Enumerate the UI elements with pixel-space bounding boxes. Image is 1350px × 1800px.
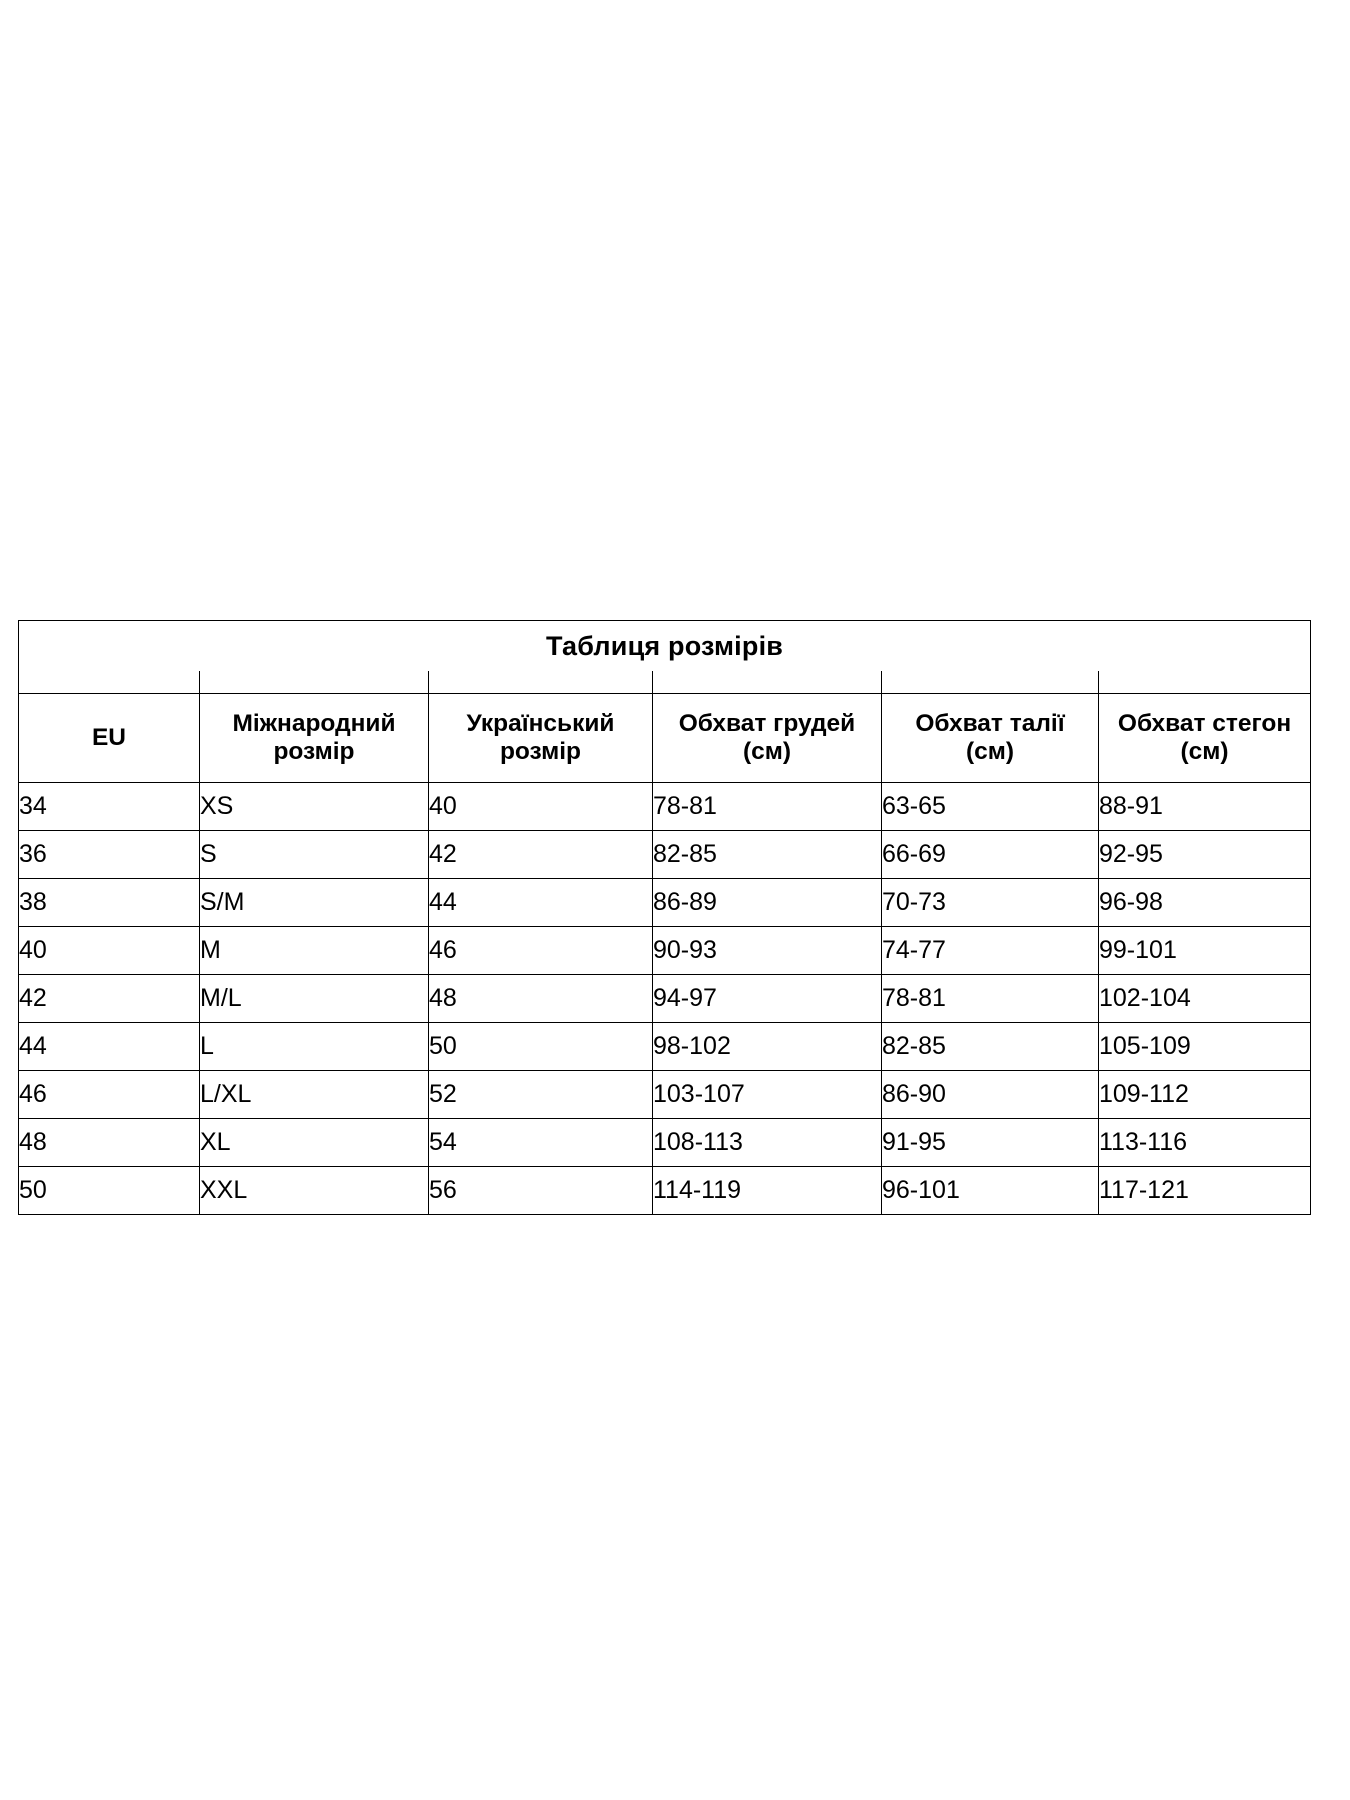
cell-hips: 109-112 [1099, 1071, 1311, 1119]
cell-waist: 78-81 [882, 975, 1099, 1023]
cell-eu: 44 [19, 1023, 200, 1071]
cell-ukrainian: 52 [429, 1071, 653, 1119]
cell-ukrainian: 44 [429, 879, 653, 927]
cell-eu: 40 [19, 927, 200, 975]
size-chart-table [18, 620, 1311, 1215]
cell-eu: 46 [19, 1071, 200, 1119]
cell-eu: 42 [19, 975, 200, 1023]
cell-hips: 117-121 [1099, 1167, 1311, 1215]
cell-chest: 94-97 [653, 975, 882, 1023]
page-title: Таблиця розмірів [19, 621, 1311, 672]
cell-waist: 82-85 [882, 1023, 1099, 1071]
spacer-cell-0 [19, 671, 200, 694]
cell-hips: 96-98 [1099, 879, 1311, 927]
cell-waist: 91-95 [882, 1119, 1099, 1167]
size-chart-container [18, 620, 1310, 1215]
cell-chest: 114-119 [653, 1167, 882, 1215]
cell-ukrainian: 50 [429, 1023, 653, 1071]
cell-international: M [200, 927, 429, 975]
cell-eu: 38 [19, 879, 200, 927]
cell-chest: 82-85 [653, 831, 882, 879]
cell-international: M/L [200, 975, 429, 1023]
cell-hips: 105-109 [1099, 1023, 1311, 1071]
cell-ukrainian: 54 [429, 1119, 653, 1167]
table-row [19, 1119, 1311, 1167]
cell-hips: 88-91 [1099, 783, 1311, 831]
spacer-cell-3 [653, 671, 882, 694]
cell-chest: 98-102 [653, 1023, 882, 1071]
column-header-hips: Обхват стегон (см) [1099, 694, 1311, 783]
cell-international: S [200, 831, 429, 879]
cell-eu: 34 [19, 783, 200, 831]
cell-eu: 36 [19, 831, 200, 879]
table-row [19, 831, 1311, 879]
cell-hips: 92-95 [1099, 831, 1311, 879]
table-spacer-row [19, 671, 1311, 694]
table-header-row [19, 694, 1311, 783]
cell-waist: 70-73 [882, 879, 1099, 927]
table-row [19, 1023, 1311, 1071]
table-row [19, 927, 1311, 975]
cell-waist: 74-77 [882, 927, 1099, 975]
cell-waist: 86-90 [882, 1071, 1099, 1119]
cell-waist: 96-101 [882, 1167, 1099, 1215]
cell-hips: 102-104 [1099, 975, 1311, 1023]
cell-ukrainian: 56 [429, 1167, 653, 1215]
table-row [19, 975, 1311, 1023]
cell-international: L/XL [200, 1071, 429, 1119]
cell-eu: 48 [19, 1119, 200, 1167]
column-header-waist: Обхват талії (см) [882, 694, 1099, 783]
cell-chest: 78-81 [653, 783, 882, 831]
cell-international: XXL [200, 1167, 429, 1215]
spacer-cell-2 [429, 671, 653, 694]
column-header-international-size: Міжнародний розмір [200, 694, 429, 783]
cell-chest: 103-107 [653, 1071, 882, 1119]
cell-international: XS [200, 783, 429, 831]
cell-eu: 50 [19, 1167, 200, 1215]
cell-chest: 86-89 [653, 879, 882, 927]
cell-ukrainian: 48 [429, 975, 653, 1023]
table-body [19, 783, 1311, 1215]
table-title-row [19, 621, 1311, 672]
table-row [19, 879, 1311, 927]
column-header-chest: Обхват грудей (см) [653, 694, 882, 783]
cell-international: L [200, 1023, 429, 1071]
cell-chest: 108-113 [653, 1119, 882, 1167]
table-row [19, 1167, 1311, 1215]
spacer-cell-4 [882, 671, 1099, 694]
spacer-cell-1 [200, 671, 429, 694]
cell-hips: 113-116 [1099, 1119, 1311, 1167]
cell-international: XL [200, 1119, 429, 1167]
column-header-ukrainian-size: Український розмір [429, 694, 653, 783]
cell-waist: 63-65 [882, 783, 1099, 831]
spacer-cell-5 [1099, 671, 1311, 694]
table-row [19, 1071, 1311, 1119]
cell-ukrainian: 46 [429, 927, 653, 975]
cell-ukrainian: 40 [429, 783, 653, 831]
cell-hips: 99-101 [1099, 927, 1311, 975]
table-row [19, 783, 1311, 831]
column-header-eu: EU [19, 694, 200, 783]
cell-ukrainian: 42 [429, 831, 653, 879]
cell-chest: 90-93 [653, 927, 882, 975]
cell-international: S/M [200, 879, 429, 927]
cell-waist: 66-69 [882, 831, 1099, 879]
